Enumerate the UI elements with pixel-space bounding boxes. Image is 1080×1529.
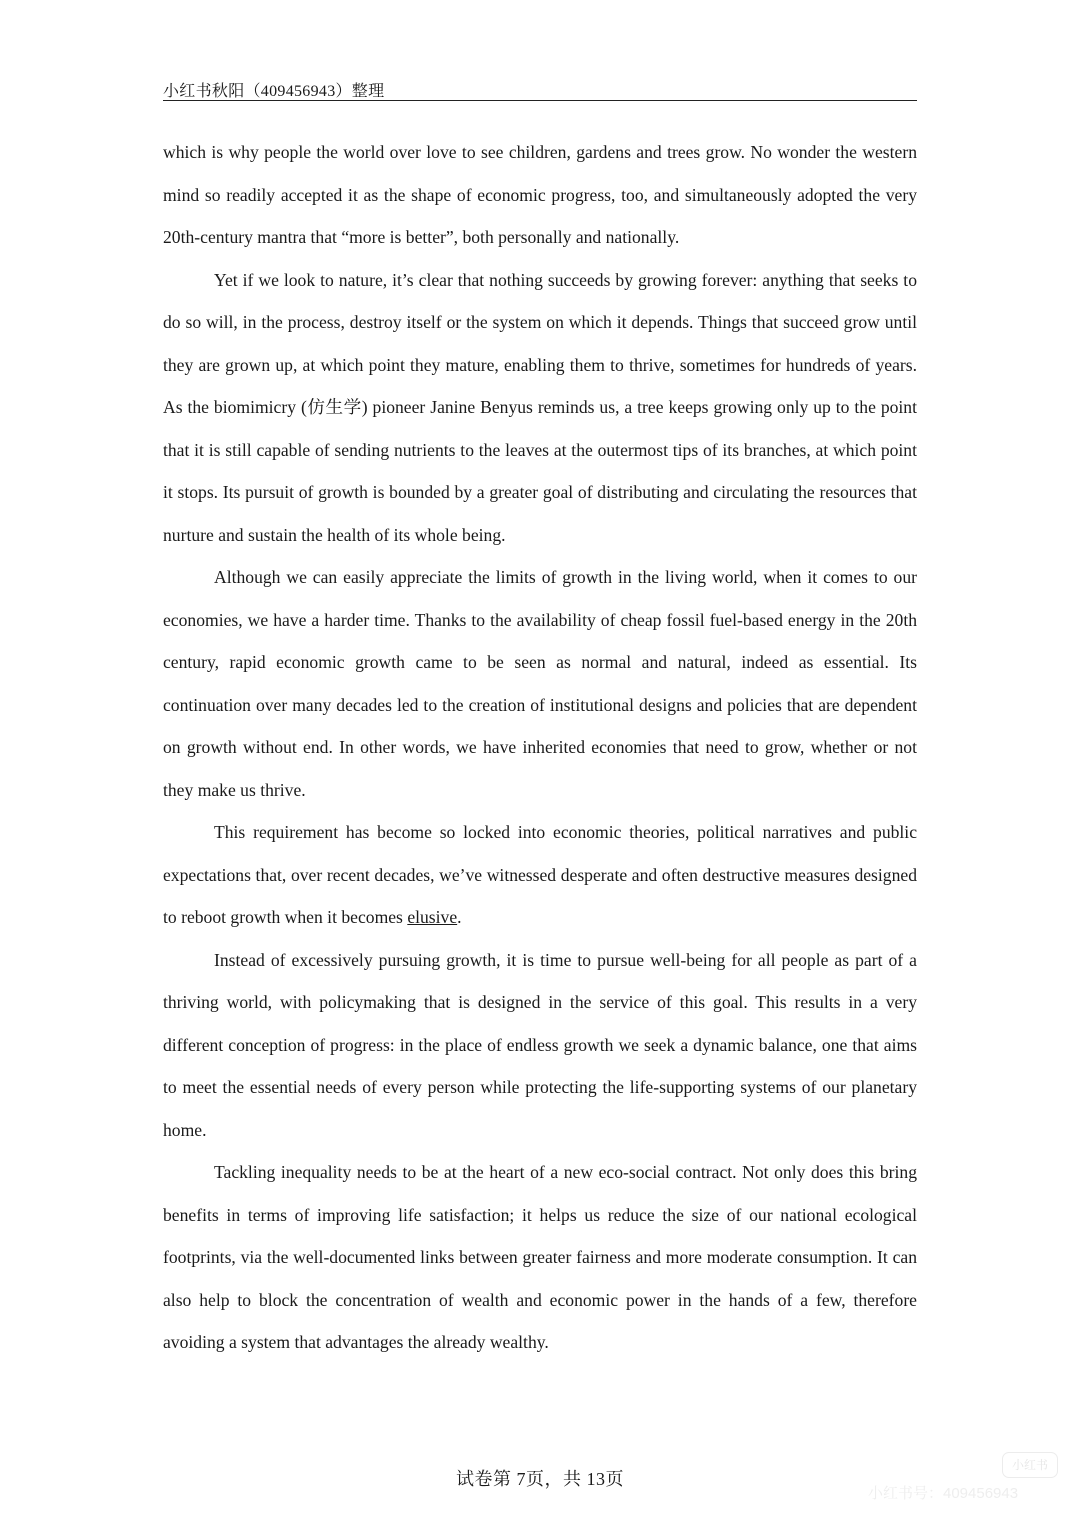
paragraph-2: Yet if we look to nature, it’s clear that nothing succeeds by growing forever: anything that seeks to do so will, in the process, destroy itself or the system on which it depends. Things that succeed grow until they are grown up, at which point they mature, enabling them to thrive, sometimes for hundreds of years. As the biomimicry (仿生学) pioneer Janine Benyus reminds us, a tree keeps growing only up to the point that it is still capable of sending nutrients to the leaves at the outermost tips of its branches, at which point it stops. Its pursuit of growth is bounded by a greater goal of distributing and circulating the resources that nurture and sustain the health of its whole being.: [163, 269, 917, 545]
header-text: 小红书秋阳（409456943）整理: [163, 83, 385, 100]
page-footer: 试卷第 7页，共 13页: [456, 1469, 624, 1489]
watermark-logo: 小红书: [1002, 1452, 1058, 1478]
paragraph-4-text: This requirement has become so locked into economic theories, political narratives and public expectations that, over recent decades, we’ve witnessed desperate and often destructive measures designed to reboot growth when it becomes: [163, 822, 917, 927]
paragraph-3: Although we can easily appreciate the limits of growth in the living world, when it comes to our economies, we have a harder time. Thanks to the availability of cheap fossil fuel-based energy in the 20th century, rapid economic growth came to be seen as normal and natural, indeed as essential. Its continuation over many decades led to the creation of institutional designs and policies that are dependent on growth without end. In other words, we have inherited economies that need to grow, whether or not they make us thrive.: [163, 567, 917, 800]
paragraph-1: which is why people the world over love to see children, gardens and trees grow. No wonder the western mind so readily accepted it as the shape of economic progress, too, and simultaneously adopted the very 20th-century mantra that “more is better”, both personally and nationally.: [163, 142, 917, 247]
watermark-text: 小红书号：409456943: [868, 1485, 1019, 1502]
underlined-word: elusive: [407, 907, 458, 927]
page-header: [163, 76, 917, 101]
paragraph-6: Tackling inequality needs to be at the heart of a new eco-social contract. Not only does this bring benefits in terms of improving life satisfaction; it helps us reduce the size of our national ecological footprints, via the well-documented links between greater fairness and more moderate consumption. It can also help to block the concentration of wealth and economic power in the hands of a few, therefore avoiding a system that advantages the already wealthy.: [163, 1162, 917, 1352]
paragraph-5: Instead of excessively pursuing growth, it is time to pursue well-being for all people as part of a thriving world, with policymaking that is designed in the service of this goal. This results in a very different conception of progress: in the place of endless growth we seek a dynamic balance, one that aims to meet the essential needs of every person while protecting the life-supporting systems of our planetary home.: [163, 949, 917, 1140]
paragraph-4-end: .: [457, 907, 462, 927]
document-body: [163, 131, 917, 1364]
paragraph-4: [163, 811, 917, 939]
